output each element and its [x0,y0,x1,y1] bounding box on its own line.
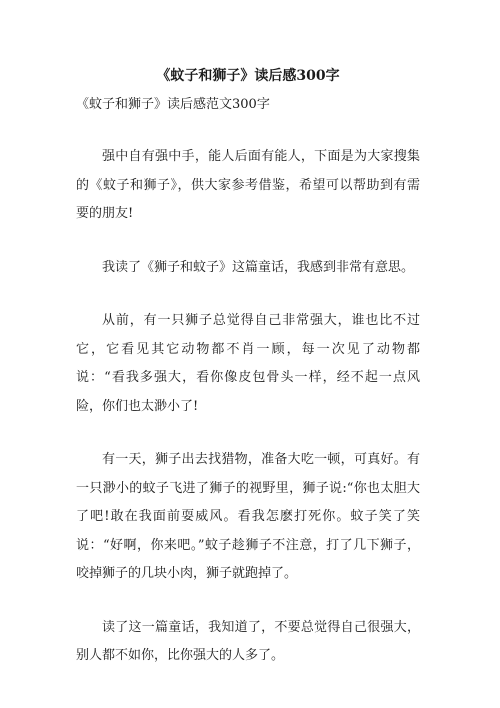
paragraph-intro: 强中自有强中手，能人后面有能人，下面是为大家搜集的《蚊子和狮子》，供大家参考借鉴，希望可以帮助到有需要的朋友! [76,149,420,221]
paragraph-lion-boast: 从前，有一只狮子总觉得自己非常强大，谁也比不过它，它看见其它动物都不肖一顾，每一次见了动物都说：“看我多强大，看你像皮包骨头一样，经不起一点风险，你们也太渺小了! [76,313,420,414]
document-title: 《蚊子和狮子》读后感300字 [156,68,340,84]
paragraph-opening: 我读了《狮子和蚊子》这篇童话，我感到非常有意思。 [102,259,415,275]
document-subtitle: 《蚊子和狮子》读后感范文300字 [76,97,270,112]
paragraph-conclusion: 读了这一篇童话，我知道了，不要总觉得自己很强大，别人都不如你，比你强大的人多了。 [76,619,420,663]
paragraph-mosquito-fight: 有一天，狮子出去找猎物，准备大吃一顿，可真好。有一只渺小的蚊子飞进了狮子的视野里，狮子说:“你也太胆大了吧!敢在我面前耍威风。看我怎麽打死你。蚊子笑了笑说：“好啊，你来吧。”蚊子趁狮子不注意，打了几下狮子，咬掉狮子的几块小肉，狮子就跑掉了。 [76,452,420,581]
